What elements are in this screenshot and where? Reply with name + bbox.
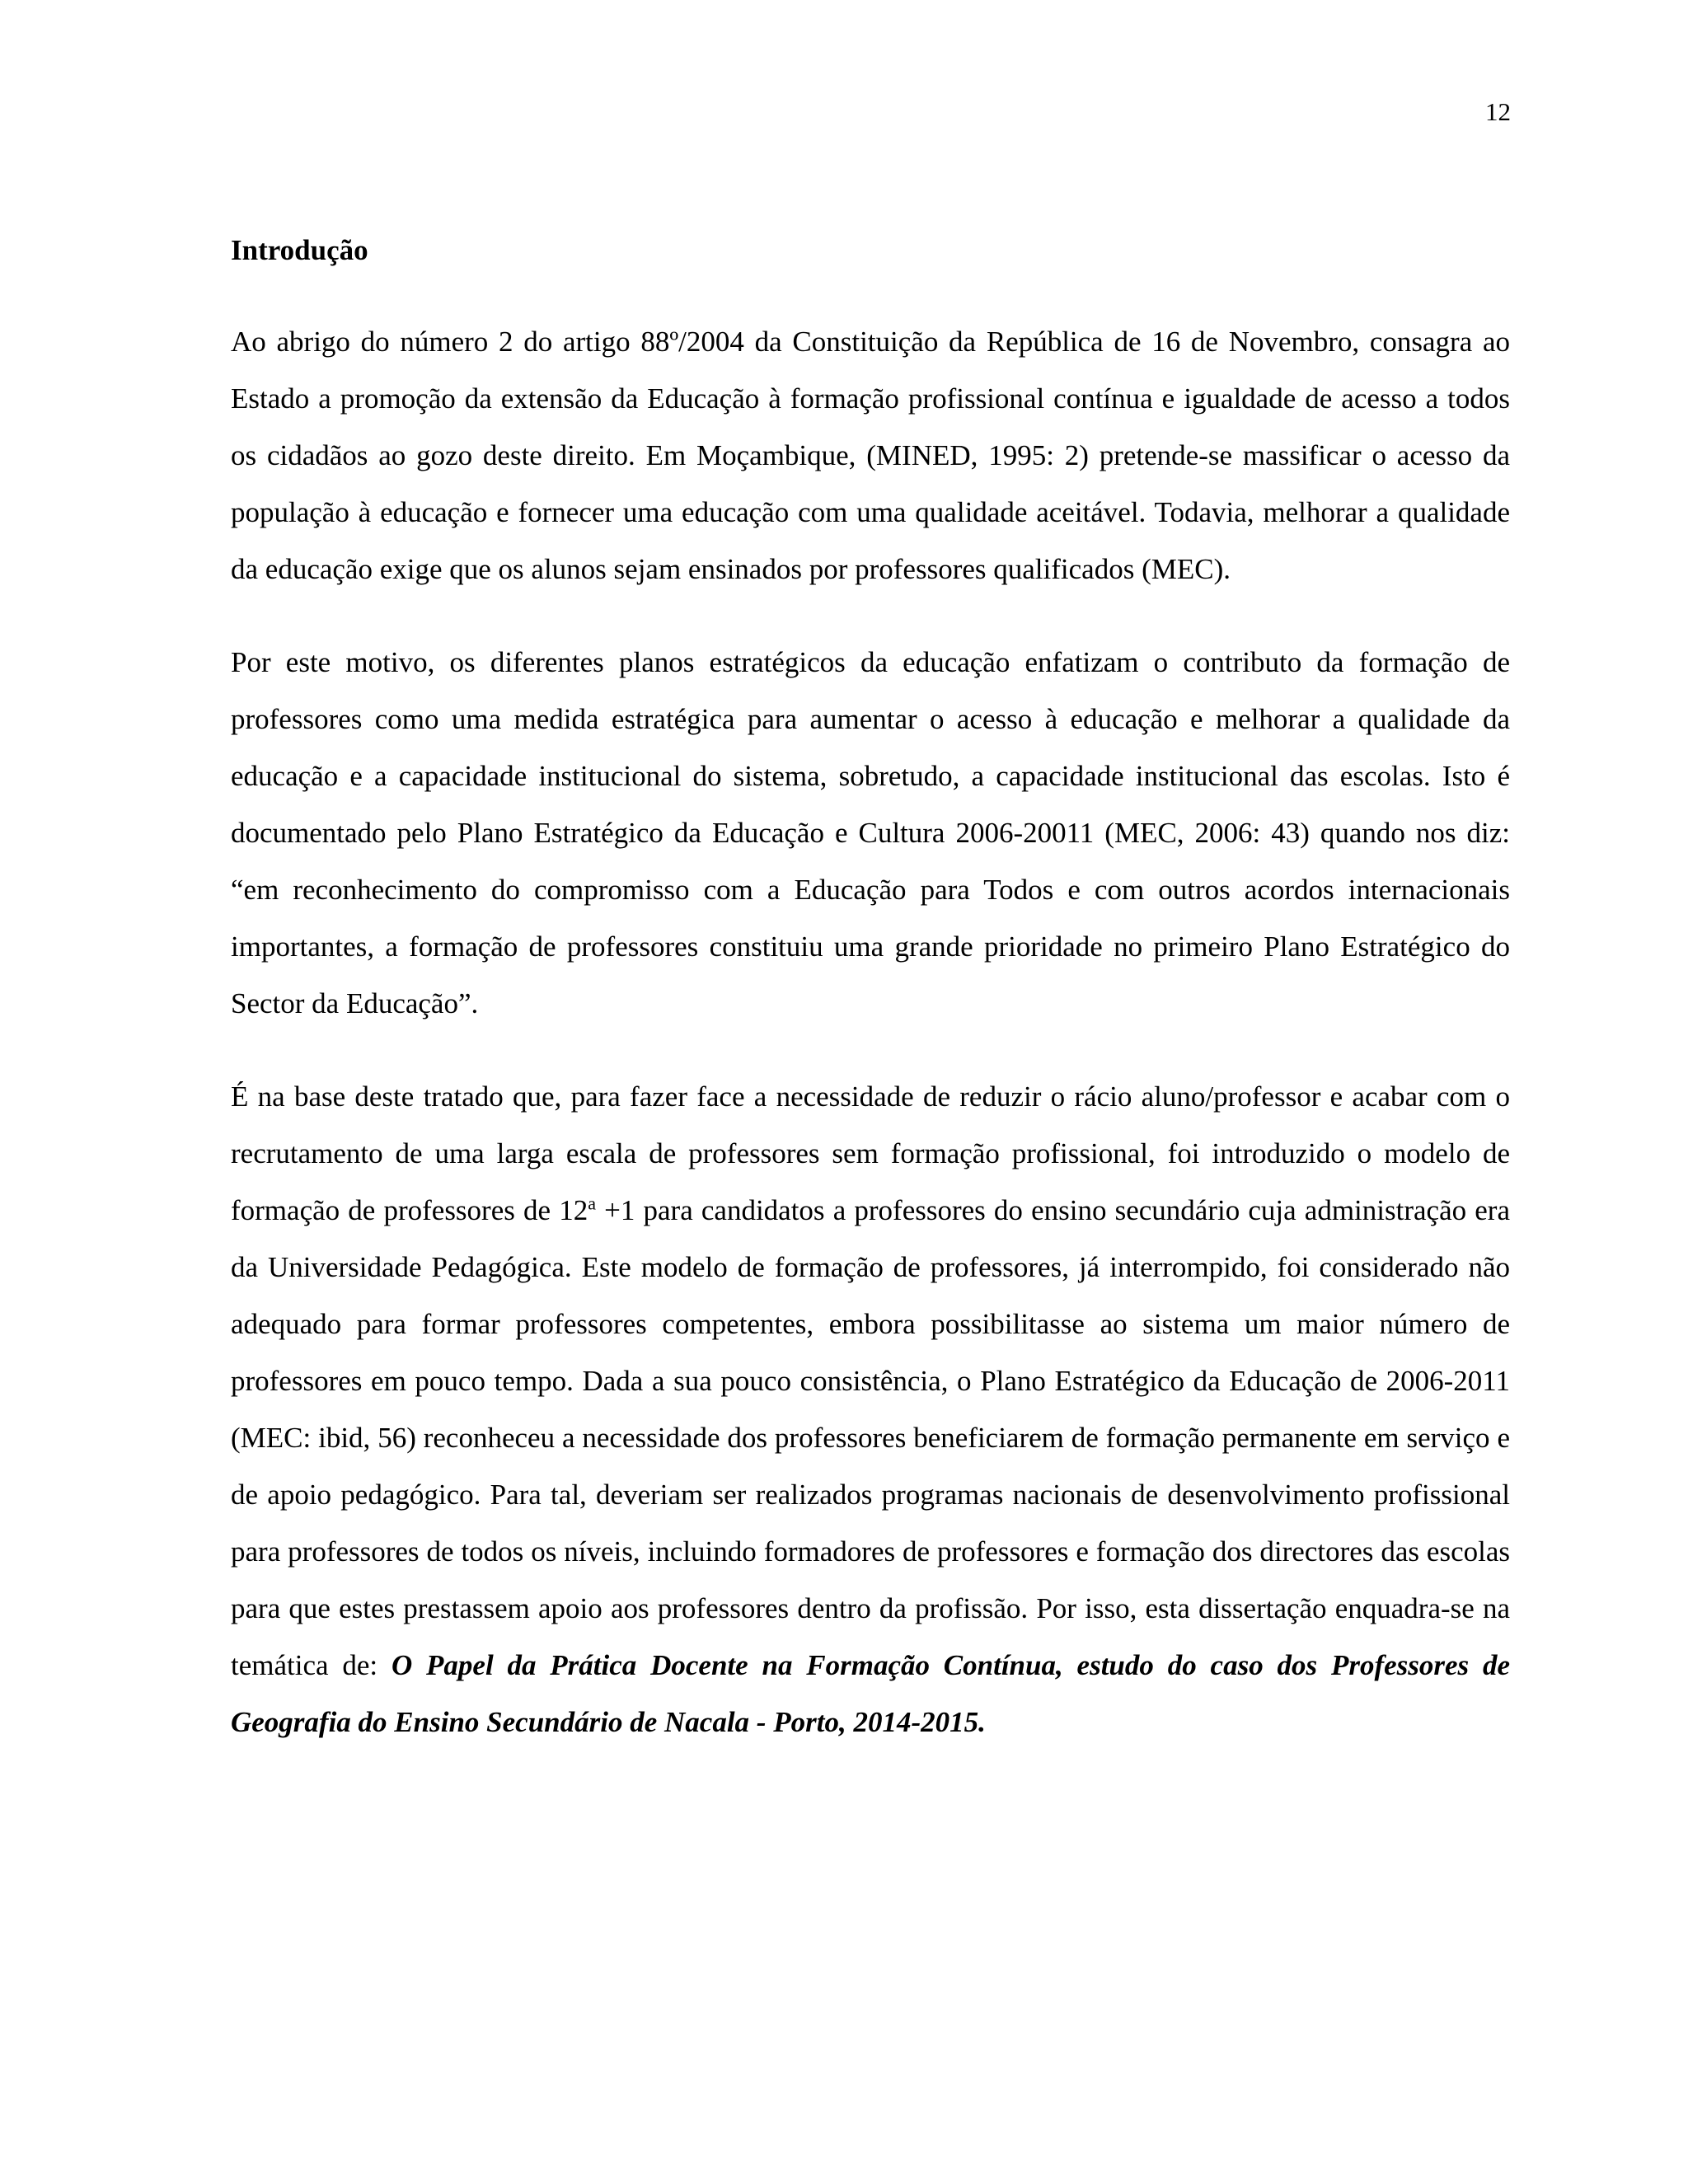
paragraph-1: Ao abrigo do número 2 do artigo 88º/2004 da Constituição da República de 16 de Novembro, consagra ao Estado a promoção da extensão da Educação à formação profissional contínua e igualdade de acesso a todos os cidadãos ao gozo deste direito. Em Moçambique, (MINED, 1995: 2) pretende-se massificar o acesso da população à educação e fornecer uma educação com uma qualidade aceitável. Todavia, melhorar a qualidade da educação exige que os alunos sejam ensinados por professores qualificados (MEC). — [231, 326, 1510, 585]
paragraph-3-text-end: +1 para candidatos a professores do ensino secundário cuja administração era da Universidade Pedagógica. Este modelo de formação de professores, já interrompido, foi considerado não adequado para formar professores competentes, embora possibilitasse ao sistema um maior número de professores em pouco tempo. Dada a sua pouco consistência, o Plano Estratégico da Educação de 2006-2011 (MEC: ibid, 56) reconheceu a necessidade dos professores beneficiarem de formação permanente em serviço e de apoio pedagógico. Para tal, deveriam ser realizados programas nacionais de desenvolvimento profissional para professores de todos os níveis, incluindo formadores de professores e formação dos directores das escolas para que estes prestassem apoio aos professores dentro da profissão. Por isso, esta dissertação enquadra-se na temática de: — [231, 1194, 1510, 1681]
dissertation-title: O Papel da Prática Docente na Formação Contínua, estudo do caso dos Professores de Geografia do Ensino Secundário de Nacala - Porto, 2014-2015. — [231, 1649, 1510, 1738]
section-heading: Introdução — [231, 234, 368, 266]
ordinal-superscript: a — [588, 1193, 596, 1214]
paragraph-3-text-start: É na base deste tratado que, para fazer face a necessidade de reduzir o rácio aluno/professor e acabar com o recrutamento de uma larga escala de professores sem formação profissional, foi introduzido o modelo de formação de professores de 12 — [231, 1080, 1510, 1226]
paragraph-2: Por este motivo, os diferentes planos estratégicos da educação enfatizam o contributo da formação de professores como uma medida estratégica para aumentar o acesso à educação e melhorar a qualidade da educação e a capacidade institucional do sistema, sobretudo, a capacidade institucional das escolas. Isto é documentado pelo Plano Estratégico da Educação e Cultura 2006-20011 (MEC, 2006: 43) quando nos diz: “em reconhecimento do compromisso com a Educação para Todos e com outros acordos internacionais importantes, a formação de professores constituiu uma grande prioridade no primeiro Plano Estratégico do Sector da Educação”. — [231, 646, 1510, 1019]
page-number: 12 — [1485, 97, 1511, 126]
document-body — [231, 229, 1510, 1750]
paragraph-3 — [231, 1068, 1510, 1750]
